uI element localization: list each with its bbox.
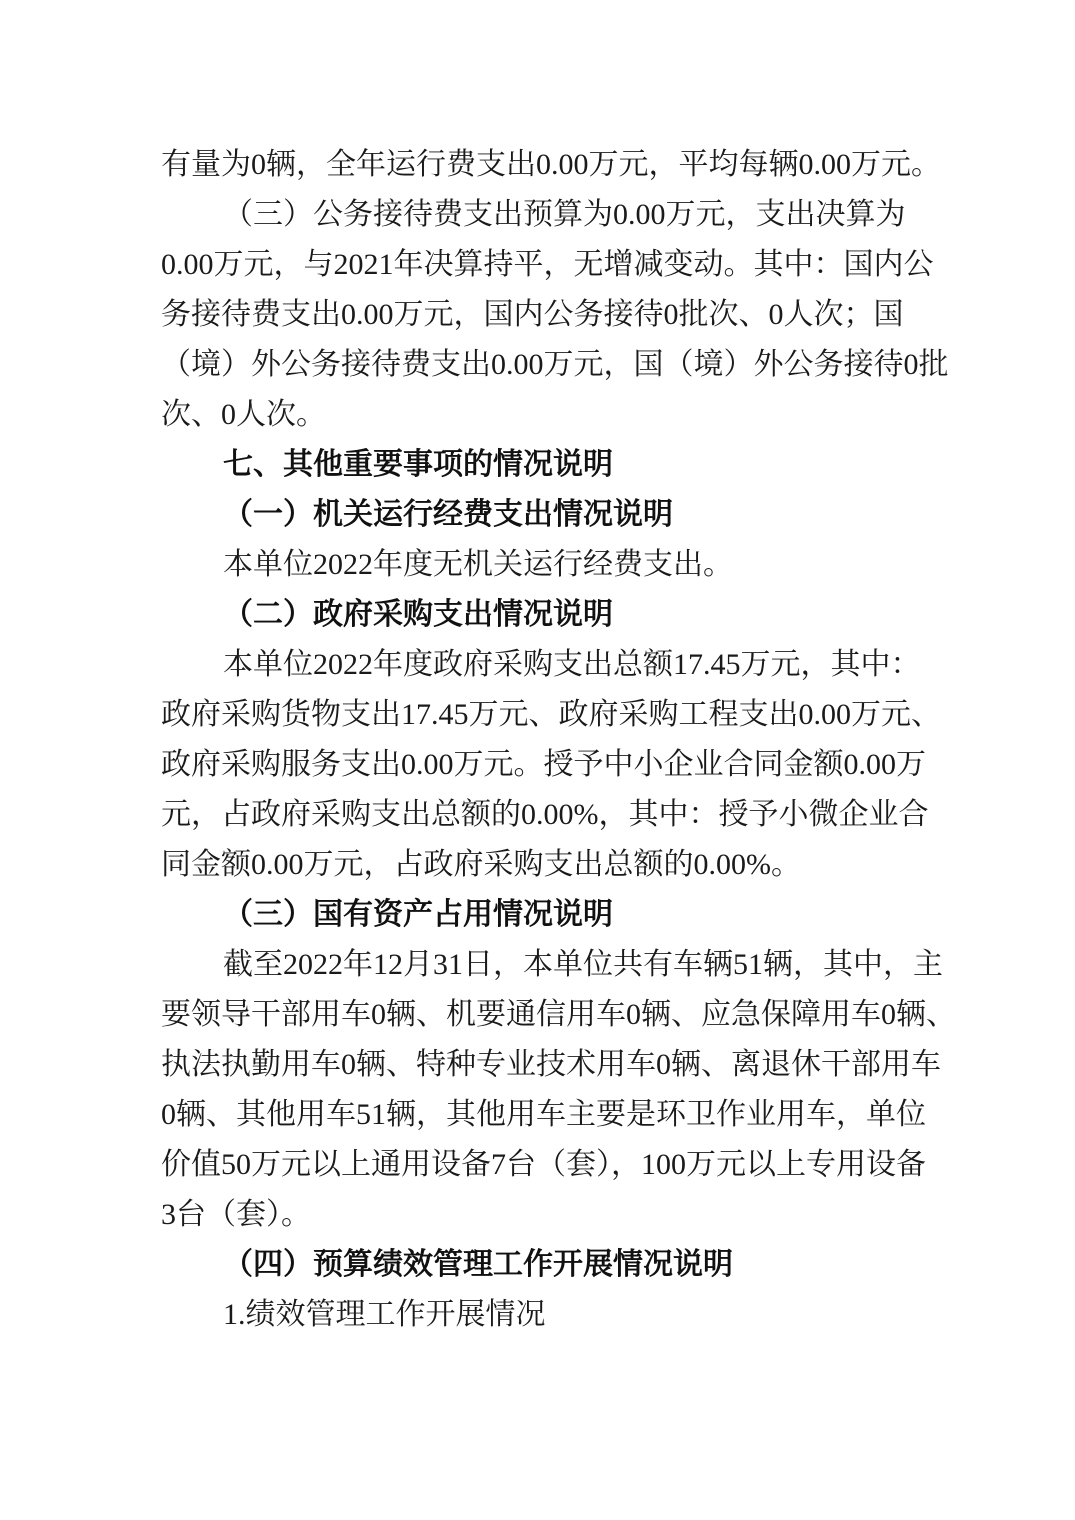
- body-text-line: 务接待费支出0.00万元，国内公务接待0批次、0人次；国: [161, 298, 904, 331]
- heading-line: （一）机关运行经费支出情况说明: [223, 498, 673, 531]
- body-text-line: 本单位2022年度政府采购支出总额17.45万元，其中：: [223, 648, 921, 681]
- body-text-line: 同金额0.00万元，占政府采购支出总额的0.00%。: [161, 848, 801, 881]
- body-text-line: 本单位2022年度无机关运行经费支出。: [223, 548, 733, 581]
- body-text-line: （境）外公务接待费支出0.00万元，国（境）外公务接待0批: [161, 348, 949, 381]
- body-text-line: 1.绩效管理工作开展情况: [223, 1298, 546, 1331]
- body-text-line: 截至2022年12月31日，本单位共有车辆51辆，其中，主: [223, 948, 943, 981]
- body-text-line: 政府采购服务支出0.00万元。授予中小企业合同金额0.00万: [161, 748, 926, 781]
- body-text-line: 政府采购货物支出17.45万元、政府采购工程支出0.00万元、: [161, 698, 941, 731]
- text-block: [161, 140, 956, 1340]
- heading-line: （二）政府采购支出情况说明: [223, 598, 613, 631]
- heading-line: （四）预算绩效管理工作开展情况说明: [223, 1248, 733, 1281]
- body-text-line: 元，占政府采购支出总额的0.00%，其中：授予小微企业合: [161, 798, 929, 831]
- body-text-line: （三）公务接待费支出预算为0.00万元，支出决算为: [223, 198, 906, 231]
- body-text-line: 有量为0辆，全年运行费支出0.00万元，平均每辆0.00万元。: [161, 148, 941, 181]
- body-text-line: 执法执勤用车0辆、特种专业技术用车0辆、离退休干部用车: [161, 1048, 941, 1081]
- heading-line: （三）国有资产占用情况说明: [223, 898, 613, 931]
- body-text-line: 次、0人次。: [161, 398, 326, 431]
- body-text-line: 0辆、其他用车51辆，其他用车主要是环卫作业用车，单位: [161, 1098, 926, 1131]
- heading-line: 七、其他重要事项的情况说明: [223, 448, 613, 481]
- body-text-line: 价值50万元以上通用设备7台（套），100万元以上专用设备: [161, 1148, 926, 1181]
- body-text-line: 要领导干部用车0辆、机要通信用车0辆、应急保障用车0辆、: [161, 998, 956, 1031]
- body-text-line: 0.00万元，与2021年决算持平，无增减变动。其中：国内公: [161, 248, 934, 281]
- body-text-line: 3台（套）。: [161, 1198, 311, 1231]
